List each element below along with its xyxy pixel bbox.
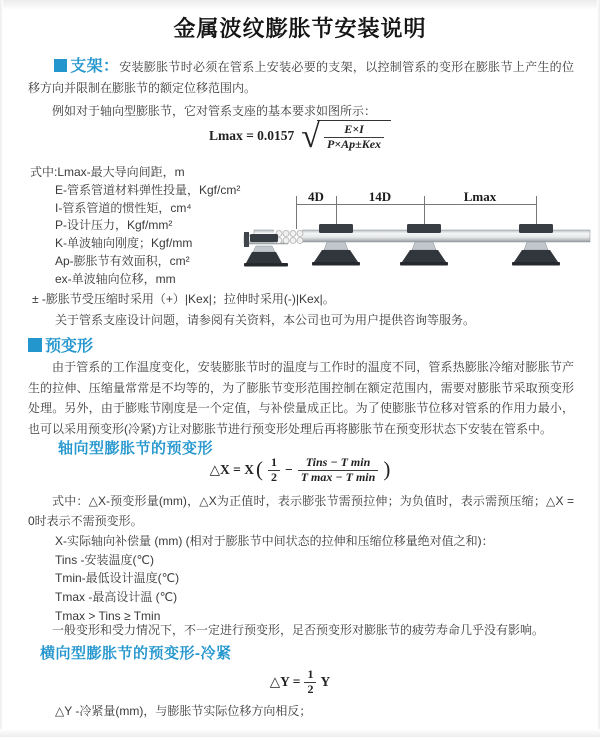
one-half-fraction xyxy=(304,668,316,697)
guide-support xyxy=(512,224,560,266)
definition-line: P-设计压力，Kgf/mm² xyxy=(55,218,173,233)
axial-predeform-formula xyxy=(0,456,600,485)
guide-support xyxy=(400,224,448,266)
definition-line: 式中:Lmax-最大导向间距，m xyxy=(30,165,185,179)
fraction-denominator: 2 xyxy=(304,682,316,697)
dim-label-lmax: Lmax xyxy=(463,189,497,204)
close-paren: ) xyxy=(383,456,391,481)
one-half-fraction xyxy=(268,456,280,485)
fraction-denominator: T max − T min xyxy=(298,470,379,485)
definition-line: E-管系管道材料弹性投量，Kgf/cm² xyxy=(55,182,241,197)
temperature-fraction xyxy=(298,456,379,485)
kex-sign-note: ± -膨胀节受压缩时采用（+）|Kex|；拉伸时采用(-)|Kex|。 xyxy=(32,292,335,306)
support-intro-paragraph xyxy=(28,56,574,99)
fraction-numerator: E×I xyxy=(344,122,364,136)
support-intro-text: 安装膨胀节时必须在管系上安装必要的支架，以控制管系的变形在膨胀节上产生的位移方向并限制在膨胀节的额定位移范围内。 xyxy=(28,60,574,95)
consulting-note: 关于管系支座设计问题，请参阅有关资料，本公司也可为用户提供咨询等服务。 xyxy=(55,313,476,327)
guide-support xyxy=(312,224,360,266)
page-title: 金属波纹膨胀节安装说明 xyxy=(173,16,427,41)
fraction-numerator: 1 xyxy=(271,455,277,469)
fraction-denominator: P×Ap±Kex xyxy=(324,137,384,152)
definition-line: I-管系管道的惯性矩，cm⁴ xyxy=(55,200,192,215)
pipe-end-flange xyxy=(244,232,249,247)
dim-label-14d: 14D xyxy=(368,189,392,204)
lateral-predeform-formula xyxy=(0,668,600,697)
lmax-formula-lhs: Lmax = 0.0157 xyxy=(208,127,295,143)
lmax-formula xyxy=(0,117,600,155)
lmax-fraction xyxy=(324,123,384,152)
fraction-denominator: 2 xyxy=(268,470,280,485)
definition-line: X-实际轴向补偿量 (mm) (相对于膨胀节中间状态的拉伸和压缩位移量绝对值之和)： xyxy=(55,534,494,548)
predeform-section-heading xyxy=(28,333,93,356)
lateral-formula-explanation: △Y -冷紧量(mm)，与膨胀节实际位移方向相反； xyxy=(55,704,312,718)
fraction-numerator: 1 xyxy=(307,667,314,681)
predeform-paragraph: 由于管系的工作温度变化，安装膨胀节时的温度与工作时的温度不同，管系热膨胀冷缩对膨胀节产生的拉伸、压缩量常常是不均等的，为了膨胀节变形范围控制在额定范围内，需要对膨胀节采取预变形处理。另外，由于膨账节刚度是一个定值，与补偿量成正比。为了使膨胀节位移对管系的作用力最小，也可以采用预变形(冷紧)方让对膨胀节进行预变形处理后再将膨胀节在预变形状态下安装在管系中。 xyxy=(28,360,574,436)
radicand xyxy=(317,120,391,152)
axial-formula-explanation: 式中：△X-预变形量(mm)，△X为正值时，表示膨张节需预拉伸；为负值时，表示需预压缩；△X = 0时表示不需预变形。 xyxy=(28,494,574,528)
definition-line: ex-单波轴向位移，mm xyxy=(55,271,176,286)
bellows xyxy=(274,230,303,244)
definition-line: Tmax -最高设计温 (℃) xyxy=(55,590,178,605)
support-section xyxy=(28,56,574,122)
axial-symbol-definitions xyxy=(55,532,494,626)
definition-line: Tins -安装温度(℃) xyxy=(55,552,155,567)
fraction-numerator: Tins − T min xyxy=(305,455,371,469)
lateral-subsection-heading: 横向型膨胀节的预变形-冷紧 xyxy=(40,645,232,662)
axial-formula-lhs: △X = X xyxy=(209,462,254,478)
axial-general-note: 一般变形和受力情况下，不一定进行预变形，足否预变形对膨胀节的疲劳寿命几乎没有影响。 xyxy=(52,623,545,637)
dim-label-4d: 4D xyxy=(308,189,324,204)
definition-line: Tmin-最低设计温度(℃) xyxy=(55,571,180,586)
support-section-heading: 支架： xyxy=(70,58,120,75)
section-marker-icon xyxy=(54,59,67,72)
lateral-formula-rhs: Y xyxy=(320,674,331,690)
symbol-definitions xyxy=(30,164,240,289)
page-edge-left xyxy=(0,0,3,737)
radical-sign: √ xyxy=(301,117,320,155)
support-example-line: 例如对于轴向型膨胀节，它对管系支座的基本要求如图所示： xyxy=(52,104,377,118)
axial-subsection-heading: 轴向型膨胀节的预变形 xyxy=(58,440,214,457)
predeform-heading-text: 预变形 xyxy=(45,338,94,355)
open-paren: ( xyxy=(256,456,263,481)
definition-line: K-单波轴向刚度；Kgf/mm xyxy=(55,236,193,251)
minus-sign: − xyxy=(285,462,293,478)
definition-line: Tmax > Tins ≥ Tmin xyxy=(55,608,161,623)
lateral-formula-lhs: △Y = xyxy=(269,674,301,690)
section-marker-icon xyxy=(28,338,42,352)
definition-line: Ap-膨胀节有效面积，cm² xyxy=(55,253,190,268)
sqrt-expression xyxy=(301,117,391,155)
pipe-support-diagram xyxy=(242,189,596,279)
